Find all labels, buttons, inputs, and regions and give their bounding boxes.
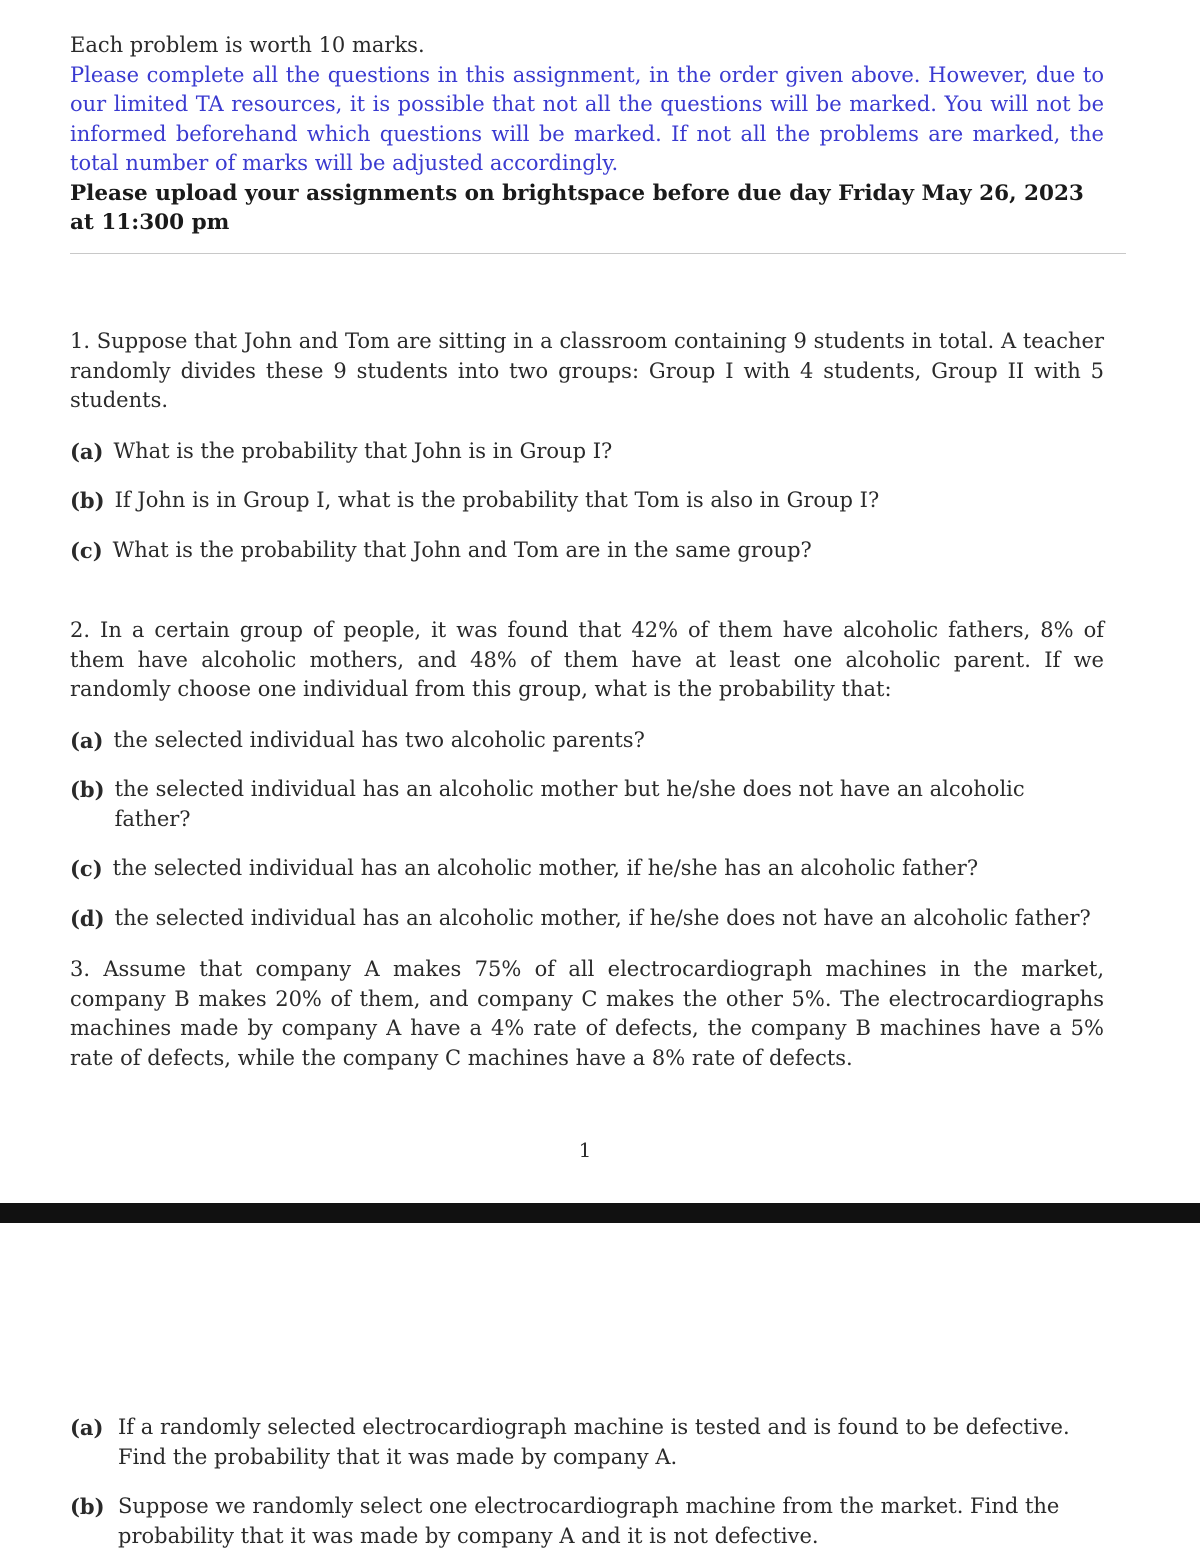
page-break-bar	[0, 1203, 1200, 1223]
question-2-part-a	[70, 726, 1104, 756]
upload-note: Please upload your assignments on brightspace before due day Friday May 26, 2023 at 11:300 pm	[70, 180, 1084, 235]
question-1	[70, 327, 1104, 565]
part-tag: (a)	[70, 727, 104, 753]
part-text: What is the probability that John and Tom are in the same group?	[112, 537, 812, 562]
question-1-intro: 1. Suppose that John and Tom are sitting in a classroom containing 9 students in total. A teacher randomly divides these 9 students into two groups: Group I with 4 students, Group II with 5 students.	[70, 329, 1104, 412]
part-text: If a randomly selected electrocardiograph machine is tested and is found to be defective. Find the probability that it was made by company A.	[118, 1415, 1070, 1469]
question-2-intro: 2. In a certain group of people, it was found that 42% of them have alcoholic fathers, 8% of them have alcoholic mothers, and 48% of them have at least one alcoholic parent. If we randomly choose one individual from this group, what is the probability that:	[70, 618, 1104, 701]
part-text: the selected individual has two alcoholic parents?	[113, 727, 645, 752]
part-tag: (b)	[70, 488, 105, 513]
question-1-part-c	[70, 536, 1104, 566]
part-text: Suppose we randomly select one electrocardiograph machine from the market. Find the probability that it was made by company A and it is not defective.	[118, 1494, 1060, 1548]
question-2-part-c	[70, 854, 1104, 884]
question-3	[70, 955, 1104, 1073]
page-number: 1	[578, 1138, 592, 1162]
header-block	[70, 31, 1104, 238]
question-3-parts	[70, 1413, 1104, 1551]
question-2-part-b	[70, 775, 1104, 834]
question-3-part-b	[70, 1492, 1104, 1551]
question-2	[70, 616, 1104, 933]
part-tag: (c)	[70, 537, 103, 563]
question-2-part-d	[70, 904, 1104, 934]
part-text: If John is in Group I, what is the probability that Tom is also in Group I?	[114, 488, 880, 512]
part-text: the selected individual has an alcoholic mother, if he/she does not have an alcoholic father?	[114, 905, 1091, 930]
instructions-text: Please complete all the questions in this assignment, in the order given above. However, due to our limited TA resources, it is possible that not all the questions will be marked. You will not be informed beforehand which questions will be marked. If not all the problems are marked, the total number of marks will be adjusted accordingly.	[70, 62, 1104, 175]
question-1-part-b	[70, 486, 1104, 516]
part-tag: (b)	[70, 777, 105, 802]
part-text: the selected individual has an alcoholic mother but he/she does not have an alcoholic father?	[114, 777, 1025, 831]
part-text: What is the probability that John is in Group I?	[113, 438, 613, 463]
marks-note: Each problem is worth 10 marks.	[70, 33, 425, 57]
question-3-intro: 3. Assume that company A makes 75% of all electrocardiograph machines in the market, company B makes 20% of them, and company C makes the other 5%. The electrocardiographs machines made by company A have a 4% rate of defects, the company B machines have a 5% rate of defects, while the company C machines have a 8% rate of defects.	[70, 957, 1104, 1070]
part-tag: (c)	[70, 856, 103, 881]
part-text: the selected individual has an alcoholic mother, if he/she has an alcoholic father?	[112, 856, 979, 880]
part-tag: (b)	[70, 1494, 105, 1519]
question-3-part-a	[70, 1413, 1104, 1472]
part-tag: (d)	[70, 905, 105, 931]
header-divider	[70, 253, 1126, 254]
question-1-part-a	[70, 437, 1104, 467]
part-tag: (a)	[70, 438, 104, 464]
part-tag: (a)	[70, 1415, 104, 1440]
